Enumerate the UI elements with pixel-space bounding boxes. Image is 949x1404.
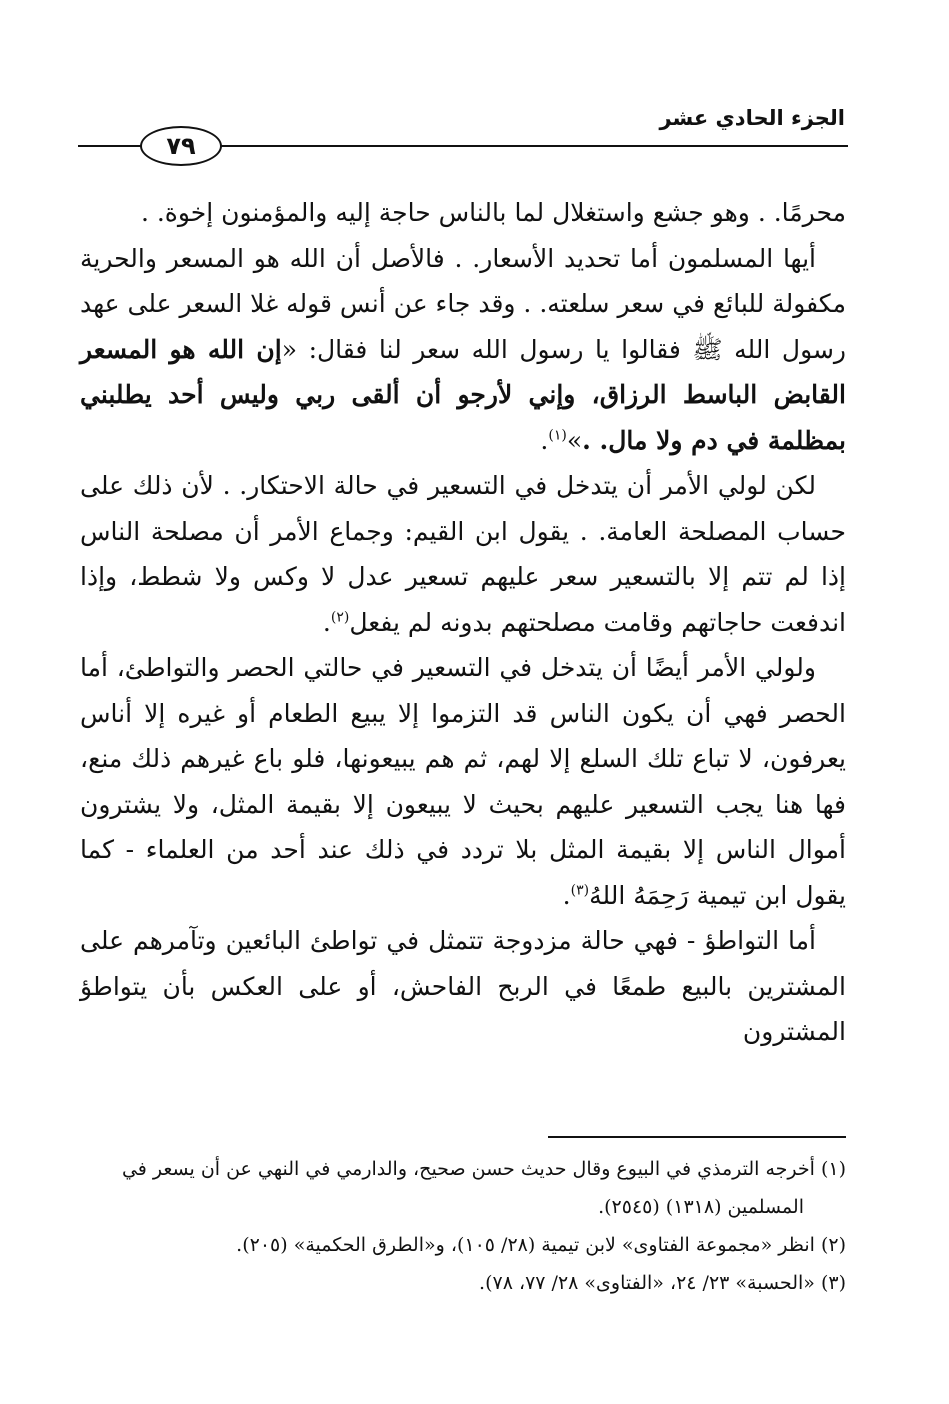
paragraph-3-tail: .: [322, 607, 331, 637]
footnote-ref-2[interactable]: (٢): [330, 609, 350, 626]
footnote-1-number: (١): [820, 1158, 846, 1180]
page-number-text: ٧٩: [166, 132, 196, 160]
paragraph-2-text: أيها المسلمون أما تحديد الأسعار. . فالأصل أن الله هو المسعر والحرية مكفولة للبائع في سعر سلعته. . وقد جاء عن أنس قوله غلا السعر على عهد رسول الله ﷺ فقالوا يا رسول الله سعر لنا فقال: «: [80, 243, 847, 364]
paragraph-3: [80, 463, 846, 645]
hadith-quote: إن الله هو المسعر القابض الباسط الرزاق، وإني لأرجو أن ألقى ربي وليس أحد يطلبني بمظلمة في دم ولا مال. .: [80, 334, 846, 455]
footnote-2: [80, 1228, 846, 1262]
footnote-ref-3[interactable]: (٣): [570, 882, 590, 899]
paragraph-4: [80, 645, 846, 918]
footnote-ref-1[interactable]: (١): [548, 427, 567, 444]
paragraph-1: [80, 190, 846, 236]
footnote-3: [80, 1266, 846, 1300]
paragraph-4-tail: .: [562, 880, 571, 910]
footnote-2-text: انظر «مجموعة الفتاوى» لابن تيمية (٢٨/ ١٠٥)، و«الطرق الحكمية» (٢٠٥).: [236, 1234, 815, 1256]
paragraph-5: [80, 918, 846, 1055]
footnote-1-continuation: [80, 1190, 846, 1224]
footnote-separator: [548, 1136, 846, 1138]
footnote-3-number: (٣): [820, 1272, 846, 1294]
footnotes: [80, 1152, 846, 1304]
footnote-2-number: (٢): [820, 1234, 846, 1256]
running-header-title: الجزء الحادي عشر: [659, 106, 845, 130]
paragraph-4-text: ولولي الأمر أيضًا أن يتدخل في التسعير في حالتي الحصر والتواطئ، أما الحصر فهي أن يكون الناس قد التزموا إلا يبيع الطعام أو غيره إلا أناس يعرفون، لا تباع تلك السلع إلا لهم، ثم هم يبيعونها، فلو باع غيرهم ذلك منع، فها هنا يجب التسعير عليهم بحيث لا يبيعون إلا بقيمة المثل، ولا يشترون أموال الناس إلا بقيمة المثل بلا تردد في ذلك عند أحد من العلماء - كما يقول ابن تيمية رَحِمَهُ اللهُ: [80, 653, 846, 910]
footnote-1: [80, 1152, 846, 1186]
paragraph-2: [80, 236, 846, 464]
paragraph-1-text: محرمًا. . وهو جشع واستغلال لما بالناس حاجة إليه والمؤمنون إخوة. .: [140, 198, 846, 227]
page-number: [140, 126, 222, 166]
paragraph-3-text: لكن لولي الأمر أن يتدخل في التسعير في حالة الاحتكار. . لأن ذلك على حساب المصلحة العامة. . يقول ابن القيم: وجماع الأمر أن مصلحة الناس إذا لم تتم إلا بالتسعير سعر عليهم تسعير عدل لا وكس ولا شطط، وإذا اندفعت حاجاتهم وقامت مصلحتهم بدونه لم يفعل: [80, 471, 846, 637]
footnote-3-text: «الحسبة» ٢٣/ ٢٤، «الفتاوى» ٢٨/ ٧٧، ٧٨).: [479, 1272, 815, 1294]
paragraph-2-tail: .: [540, 425, 549, 455]
paragraph-5-text: أما التواطؤ - فهي حالة مزدوجة تتمثل في تواطئ البائعين وتآمرهم على المشترين بالبيع طمعًا في الربح الفاحش، أو على العكس بأن يتواطؤ المشترون: [80, 926, 846, 1046]
quote-close: »: [566, 425, 583, 455]
footnote-1-cont-text: المسلمين (١٣١٨) (٢٥٤٥).: [598, 1196, 804, 1218]
footnote-1-text: أخرجه الترمذي في البيوع وقال حديث حسن صحيح، والدارمي في النهي عن أن يسعر في: [121, 1158, 815, 1180]
body-text: [80, 190, 846, 1055]
